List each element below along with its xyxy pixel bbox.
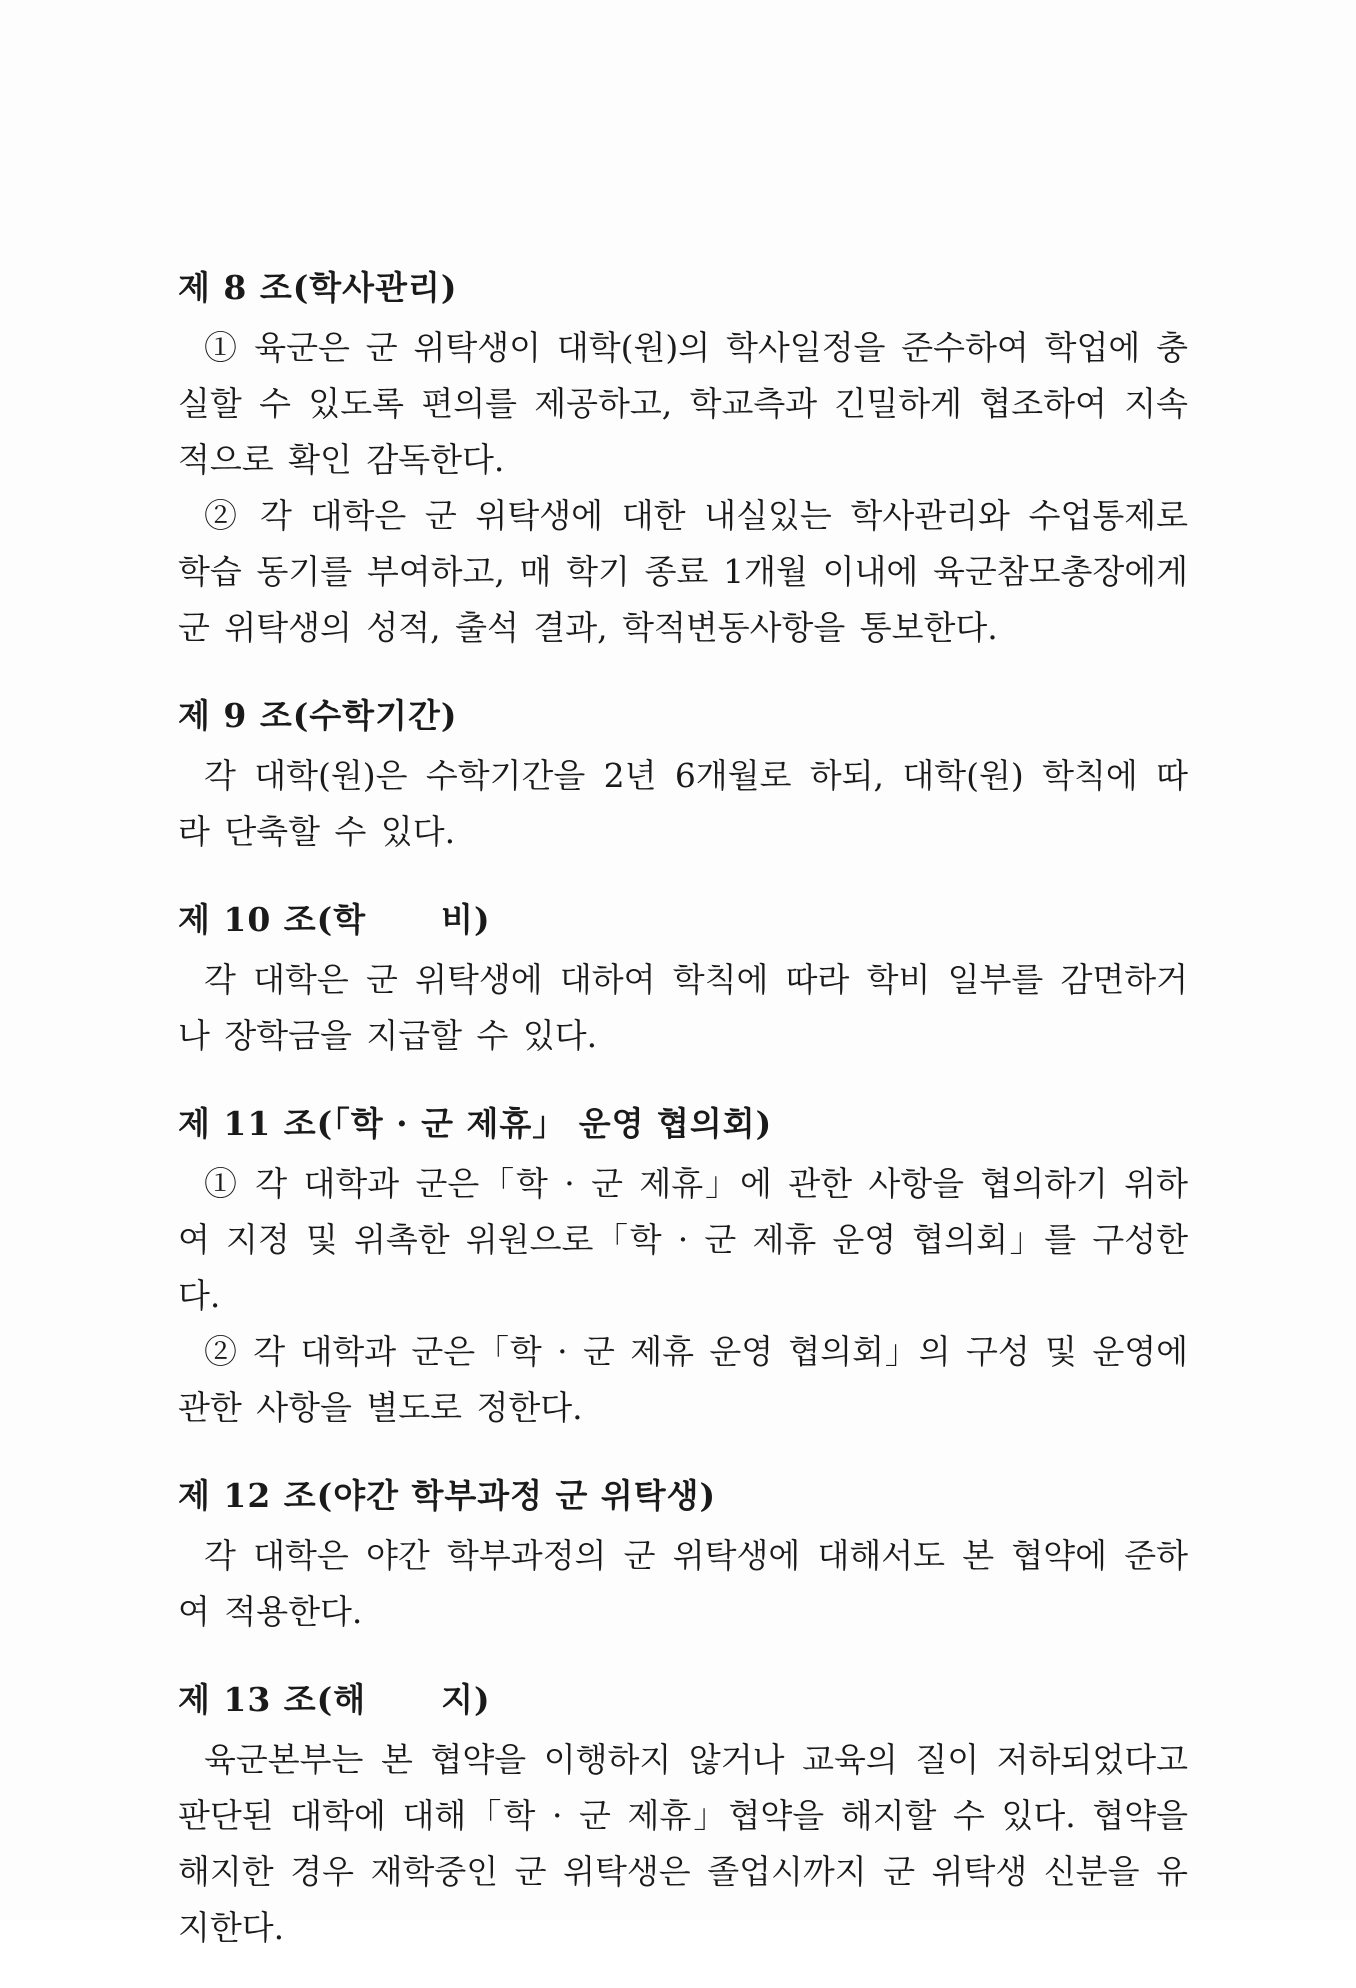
article-11 — [178, 1096, 1188, 1436]
article-heading: 제 13 조(해 지) — [178, 1680, 491, 1719]
article-heading: 제 10 조(학 비) — [178, 900, 491, 939]
article-paragraph: 각 대학은 군 위탁생에 대하여 학칙에 따라 학비 일부를 감면하거나 장학금을 지급할 수 있다. — [178, 960, 1188, 1055]
article-9 — [178, 688, 1188, 860]
article-heading: 제 11 조(「학 · 군 제휴」 운영 협의회) — [178, 1104, 773, 1143]
article-heading: 제 12 조(야간 학부과정 군 위탁생) — [178, 1476, 717, 1515]
article-paragraph: ① 육군은 군 위탁생이 대학(원)의 학사일정을 준수하여 학업에 충실할 수 있도록 편의를 제공하고, 학교측과 긴밀하게 협조하여 지속적으로 확인 감독한다. — [178, 328, 1188, 479]
article-paragraph: ② 각 대학은 군 위탁생에 대한 내실있는 학사관리와 수업통제로 학습 동기를 부여하고, 매 학기 종료 1개월 이내에 육군참모총장에게 군 위탁생의 성적, 출석 결과, 학적변동사항을 통보한다. — [178, 496, 1188, 647]
article-heading: 제 9 조(수학기간) — [178, 696, 458, 735]
article-13 — [178, 1672, 1188, 1956]
article-8 — [178, 260, 1188, 656]
article-heading: 제 8 조(학사관리) — [178, 268, 458, 307]
article-paragraph: 육군본부는 본 협약을 이행하지 않거나 교육의 질이 저하되었다고 판단된 대학에 대해「학 · 군 제휴」협약을 해지할 수 있다. 협약을 해지한 경우 재학중인 군 위탁생은 졸업시까지 군 위탁생 신분을 유지한다. — [178, 1740, 1188, 1947]
article-10 — [178, 892, 1188, 1064]
article-paragraph: ② 각 대학과 군은「학 · 군 제휴 운영 협의회」의 구성 및 운영에 관한 사항을 별도로 정한다. — [178, 1332, 1188, 1427]
article-paragraph: 각 대학(원)은 수학기간을 2년 6개월로 하되, 대학(원) 학칙에 따라 단축할 수 있다. — [178, 756, 1188, 851]
article-paragraph: 각 대학은 야간 학부과정의 군 위탁생에 대해서도 본 협약에 준하여 적용한다. — [178, 1536, 1188, 1631]
article-paragraph: ① 각 대학과 군은「학 · 군 제휴」에 관한 사항을 협의하기 위하여 지정 및 위촉한 위원으로「학 · 군 제휴 운영 협의회」를 구성한다. — [178, 1164, 1188, 1315]
article-12 — [178, 1468, 1188, 1640]
document-body — [178, 260, 1188, 1988]
